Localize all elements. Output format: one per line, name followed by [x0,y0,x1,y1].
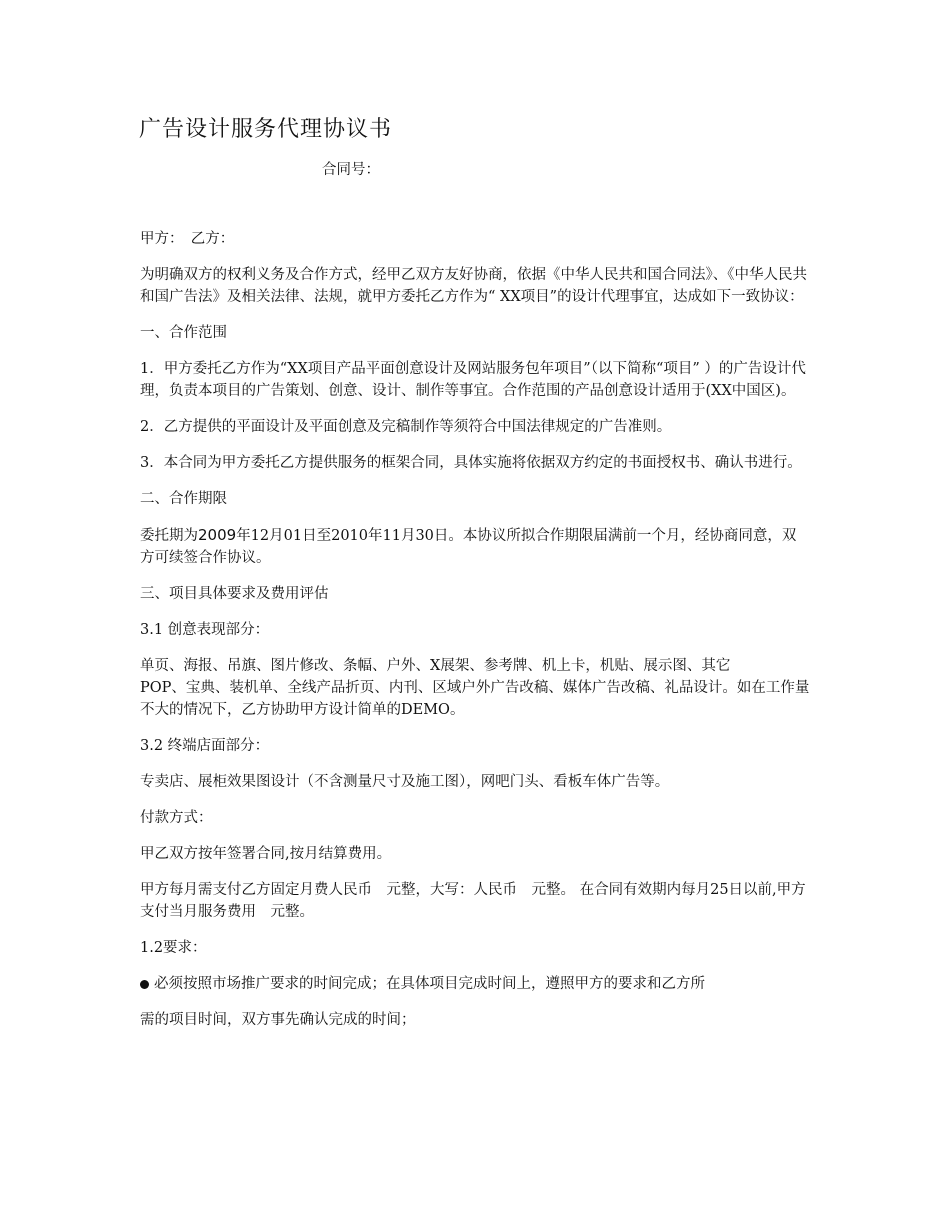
scope-item-1: 1．甲方委托乙方作为“XX项目产品平面创意设计及网站服务包年项目”（以下简称“项目” ）的广告设计代理，负责本项目的广告策划、创意、设计、制作等事宜。合作范围的产品创意设计适用于(XX中国区)。 [140,361,806,399]
creative-items-line-1: 单页、海报、吊旗、图片修改、条幅、户外、X展架、参考牌、机上卡，机贴、展示图、其它 [140,658,731,674]
term-paragraph [140,524,810,569]
bullet-dot-icon [140,980,149,989]
requirement-bullet [140,973,810,995]
section-heading-requirements: 三、项目具体要求及费用评估 [140,586,329,602]
contract-number-label: 合同号： [322,162,380,178]
payment-label: 付款方式： [140,810,213,826]
creative-items-line-2: POP、宝典、装机单、全线产品折页、内刊、区域户外广告改稿、媒体广告改稿、礼品设计。如在工作量不大的情况下，乙方协助甲方设计简单的DEMO。 [140,680,810,718]
term-prefix: 委托期为 [140,528,198,544]
payment-paragraph-2: 甲方每月需支付乙方固定月费人民币 元整，大写：人民币 元整。 在合同有效期内每月25日以前,甲方支付当月服务费用 元整。 [140,882,806,920]
section-heading-scope: 一、合作范围 [140,325,227,341]
term-rest: 年12月01日至2010年11月30日。本协议所拟合作期限届满前一个月，经协商同意，双方可续签合作协议。 [140,528,797,566]
document-body [140,228,810,1045]
section-heading-term: 二、合作期限 [140,491,227,507]
payment-paragraph-1: 甲乙双方按年签署合同,按月结算费用。 [140,846,392,862]
parties-line: 甲方： 乙方： [140,231,235,247]
requirement-text-1: 必须按照市场推广要求的时间完成；在具体项目完成时间上，遵照甲方的要求和乙方所 [154,976,705,992]
creative-items-paragraph [140,655,810,721]
requirement-text-2: 需的项目时间，双方事先确认完成的时间； [140,1012,416,1028]
intro-paragraph: 为明确双方的权利义务及合作方式，经甲乙双方友好协商，依据《中华人民共和国合同法》、《中华人民共和国广告法》及相关法律、法规，就甲方委托乙方作为“ XX项目”的设计代理事宜，达成如下一致协议： [140,267,807,305]
subsection-creative: 3.1 创意表现部分： [140,622,270,638]
document-title: 广告设计服务代理协议书 [139,117,393,142]
term-start-year: 2009 [198,526,237,544]
store-items-paragraph: 专卖店、展柜效果图设计（不含测量尺寸及施工图），网吧门头、看板车体广告等。 [140,774,670,790]
subsection-requirements: 1.2要求： [140,940,207,956]
scope-item-3: 3．本合同为甲方委托乙方提供服务的框架合同，具体实施将依据双方约定的书面授权书、确认书进行。 [140,455,802,471]
scope-item-2: 2．乙方提供的平面设计及平面创意及完稿制作等须符合中国法律规定的广告准则。 [140,419,672,435]
subsection-store: 3.2 终端店面部分： [140,738,270,754]
